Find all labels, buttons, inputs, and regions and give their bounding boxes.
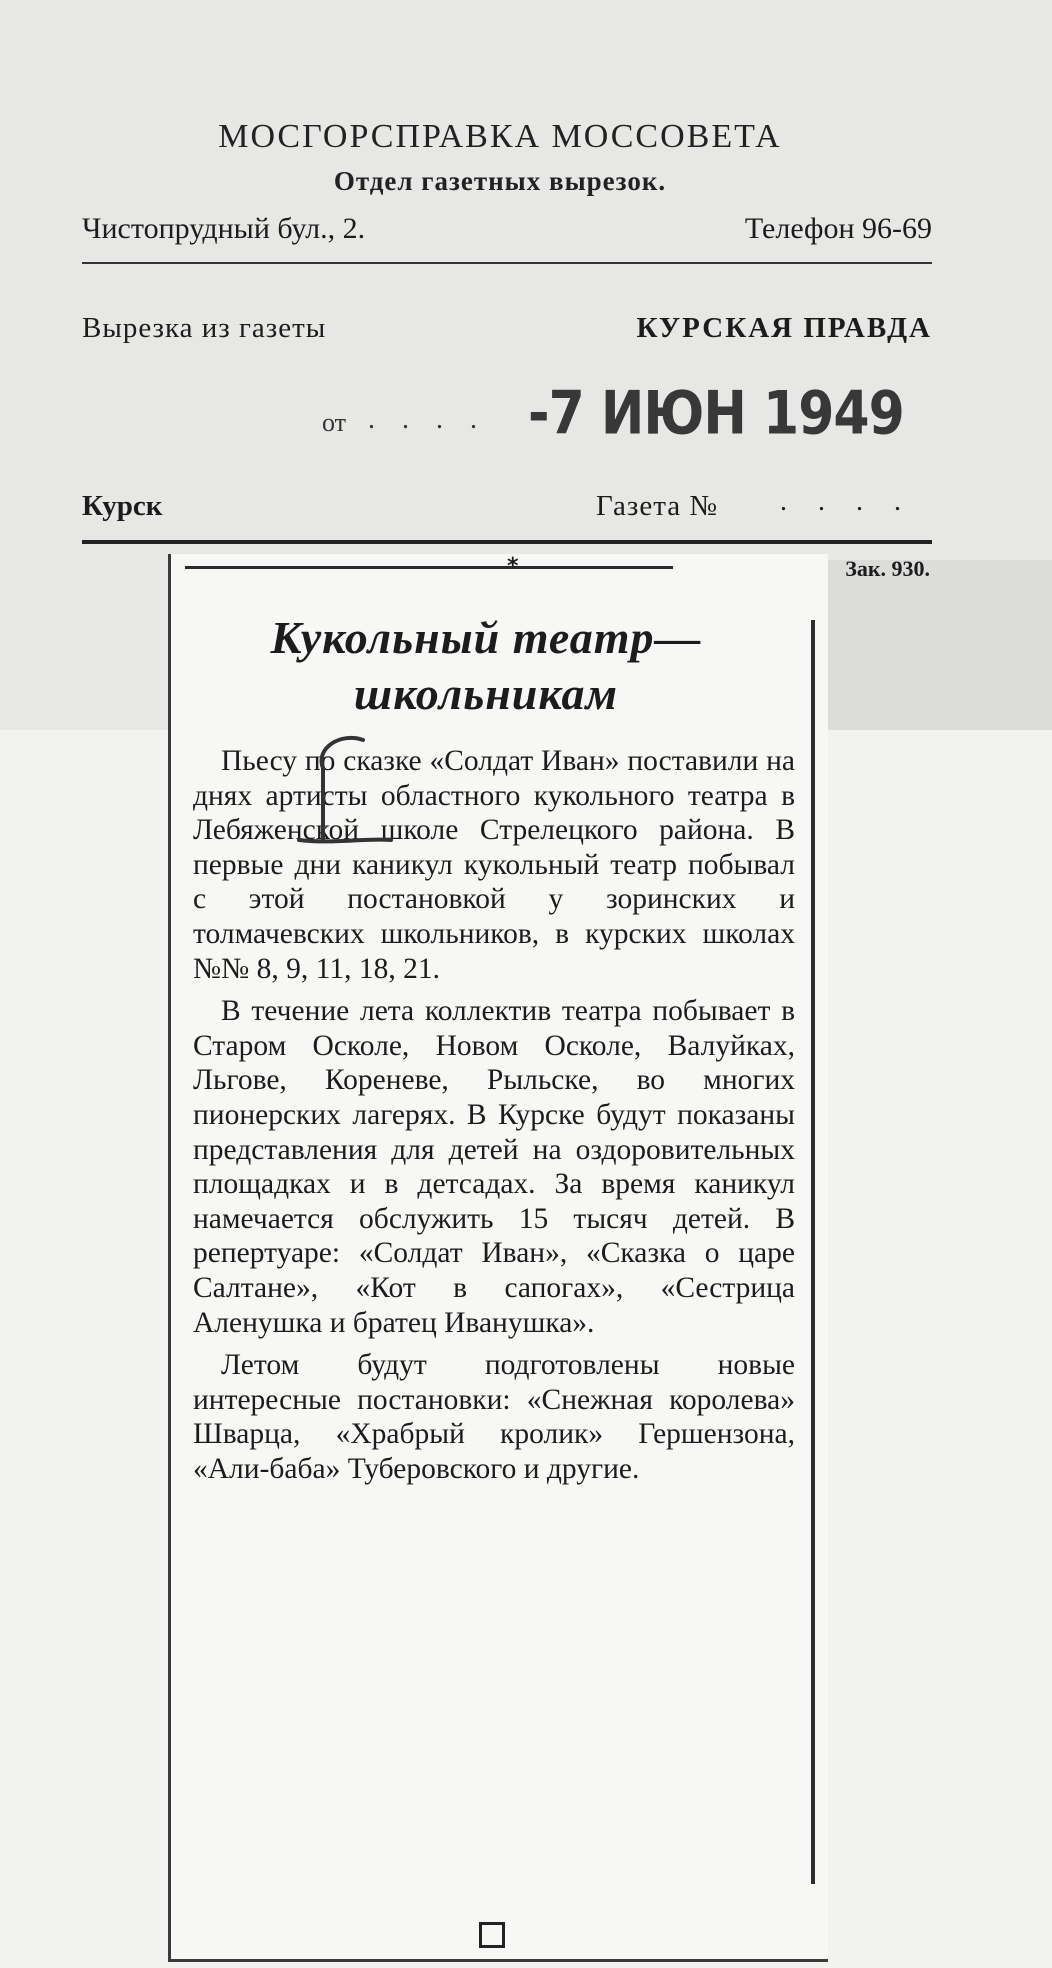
address: Чистопрудный бул., 2. [82,212,366,245]
paragraph-1: Пьесу по сказке «Солдат Иван» поставили на днях артисты областного кукольного театра в Лебяженской школе Стрелецкого района. В первые дни каникул кукольный театр побывал с этой постановкой у зоринских и толмачевских школьников, в курских школах №№ 8, 9, 11, 18, 21. [193,745,795,985]
clipping-top-rule [185,566,673,569]
department-name: Отдел газетных вырезок. [333,166,667,196]
date-stamp: -7 ИЮН 1949 [528,379,904,449]
phone: Телефон 96-69 [744,212,932,245]
issue-dots: . . . . [780,486,913,517]
cutting-label: Вырезка из газеты [82,312,327,344]
form-bottom-rule [82,540,932,544]
paragraph-3: Летом будут подготовлены новые интересные постановки: «Снежная королева» Шварца, «Храбрый кролик» Гершензона, «Али-баба» Туберовского и другие. [193,1349,795,1485]
order-number: Зак. 930. [845,556,930,581]
organization-name: МОСГОРСПРАВКА МОССОВЕТА [218,118,782,155]
headline-line-1: Кукольный театр— [270,612,702,663]
pencil-mark-icon [293,728,393,868]
issue-label: Газета № [596,490,719,522]
date-dots: . . . . [368,404,487,435]
end-mark-icon [479,1922,505,1948]
star-ornament: * [507,554,519,579]
newspaper-name: КУРСКАЯ ПРАВДА [636,312,932,344]
headline-line-2: школьникам [353,668,619,719]
article-body [193,744,795,1494]
form-card-shadow [812,560,1052,730]
paragraph-2: В течение лета коллектив театра побывает в Старом Осколе, Новом Осколе, Валуйках, Льгове, Кореневе, Рыльске, во многих пионерских лагерях. В Курске будут показаны представления для детей на оздоровительных площадках и в детсадах. За время каникул намечается обслужить 15 тысяч детей. В репертуаре: «Солдат Иван», «Сказка о царе Салтане», «Кот в сапогах», «Сестрица Аленушка и братец Иванушка». [193,995,795,1339]
header-divider [82,262,932,264]
column-rule [811,620,815,1884]
date-label: от [322,408,347,437]
newspaper-clipping [168,554,828,1962]
article-headline [191,610,781,722]
city: Курск [82,490,163,522]
